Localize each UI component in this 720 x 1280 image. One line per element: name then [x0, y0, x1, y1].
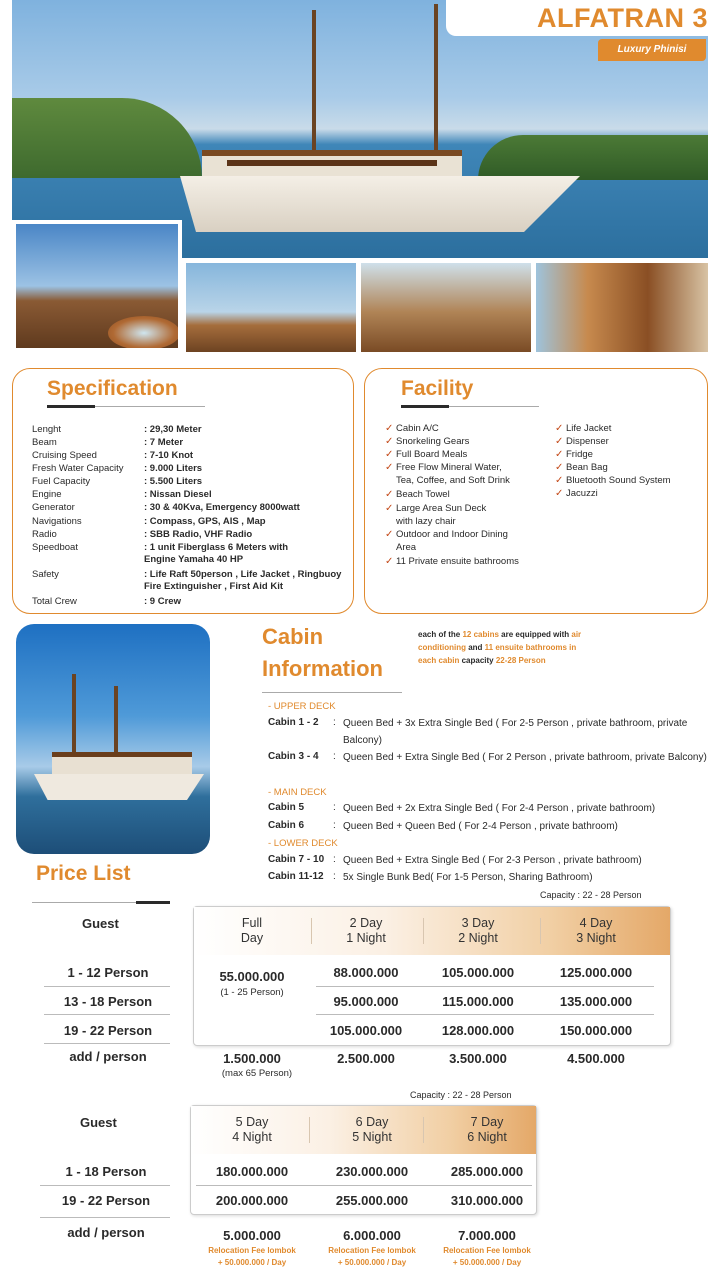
facility-item: [385, 488, 555, 501]
table1-header-cell: 2 Day 1 Night: [346, 916, 386, 945]
spec-label: Speedboat: [32, 542, 78, 553]
table1-header-cell: 4 Day 3 Night: [576, 916, 616, 945]
table2-add-person-price: 6.000.000: [343, 1228, 401, 1243]
facility-item: [555, 448, 705, 461]
cabin-desc: Queen Bed + Extra Single Bed ( For 2-3 Person , private bathroom): [343, 855, 642, 866]
cabin-desc: Queen Bed + Queen Bed ( For 2-4 Person , private bathroom): [343, 821, 618, 832]
table1-price-cell: 125.000.000: [559, 965, 633, 980]
facility-item-label: Fridge: [566, 449, 593, 460]
title-badge: [446, 0, 720, 36]
facility-item: [555, 461, 705, 474]
check-icon: ✓: [555, 436, 564, 447]
facility-card: [364, 368, 708, 614]
table1-header-divider: [423, 918, 424, 944]
spec-value: : 5.500 Liters: [144, 476, 203, 487]
table2-add-person-price: 7.000.000: [458, 1228, 516, 1243]
spec-row: [32, 596, 352, 620]
spec-label: Navigations: [32, 516, 82, 527]
table1-add-person-price: 4.500.000: [567, 1051, 625, 1066]
facility-item-label: 11 Private ensuite bathrooms: [396, 556, 519, 567]
facility-item-label: Bluetooth Sound System: [566, 475, 671, 486]
spec-label: Fresh Water Capacity: [32, 463, 124, 474]
facility-item-label: Life Jacket: [566, 423, 612, 434]
spec-row: [32, 542, 352, 566]
facility-title: Facility: [401, 377, 474, 400]
table1-price-cell: 95.000.000: [333, 994, 399, 1009]
spec-label: Generator: [32, 502, 75, 513]
table1-header-divider: [311, 918, 312, 944]
facility-item: [385, 528, 555, 554]
table1-row-divider: [316, 986, 654, 987]
deck-label-upper: - UPPER DECK: [268, 701, 336, 712]
specification-title: Specification: [47, 377, 178, 400]
facility-item: [385, 502, 555, 528]
table2-price-cell: 310.000.000: [450, 1193, 524, 1208]
facility-item: [555, 435, 705, 448]
facility-item-label: Outdoor and Indoor Dining Area: [396, 529, 508, 553]
cabin-desc: 5x Single Bunk Bed( For 1-5 Person, Sharing Bathroom): [343, 872, 593, 883]
boat-hull-small: [34, 774, 204, 800]
facility-item: [555, 474, 705, 487]
spec-label: Engine: [32, 489, 62, 500]
spec-label: Lenght: [32, 424, 62, 435]
table2-row-divider: [196, 1185, 532, 1186]
spec-label: Radio: [32, 529, 57, 540]
deck-label-lower: - LOWER DECK: [268, 838, 338, 849]
cabin-name: Cabin 11-12: [268, 871, 324, 882]
spec-value: : 9 Crew: [144, 596, 181, 607]
check-icon: ✓: [385, 489, 394, 500]
table2-price-cell: 180.000.000: [215, 1164, 289, 1179]
cabin-colon: :: [333, 854, 336, 865]
table2-capacity: Capacity : 22 - 28 Person: [410, 1090, 512, 1100]
photo-sun-deck: [186, 263, 356, 352]
cabin-colon: :: [333, 820, 336, 831]
cabin-name: Cabin 5: [268, 802, 305, 813]
cabin-desc: Queen Bed + 2x Extra Single Bed ( For 2-4 Person , private bathroom): [343, 803, 656, 814]
cabin-colon: :: [333, 717, 336, 728]
table2-price-cell: 285.000.000: [450, 1164, 524, 1179]
facility-item-label: Cabin A/C: [396, 423, 439, 434]
cabin-title-line2: Information: [262, 656, 383, 681]
check-icon: ✓: [385, 503, 394, 514]
cabin-colon: :: [333, 871, 336, 882]
facility-item-label: Snorkeling Gears: [396, 436, 470, 447]
cabin-name: Cabin 7 - 10: [268, 854, 325, 865]
table1-row-label: add / person: [69, 1049, 147, 1064]
table2-header-divider: [423, 1117, 424, 1143]
check-icon: ✓: [385, 423, 394, 434]
cabin-note-part: each of the: [418, 630, 463, 639]
spec-value: : 29,30 Meter: [144, 424, 202, 435]
price-list-title: Price List: [36, 862, 131, 885]
boat-deck-rail: [227, 160, 437, 166]
cabin-name: Cabin 6: [268, 820, 305, 831]
check-icon: ✓: [555, 488, 564, 499]
facility-item: [385, 555, 555, 568]
price-rule-thin: [32, 902, 136, 903]
table2-header-cell: 5 Day 4 Night: [232, 1115, 272, 1144]
cabin-note-highlight: 22-28 Person: [495, 656, 546, 665]
check-icon: ✓: [385, 529, 394, 540]
table2-add-person-price: 5.000.000: [223, 1228, 281, 1243]
table2-guest-label: Guest: [80, 1115, 117, 1130]
hill-right: [478, 135, 708, 180]
facility-item: [385, 435, 555, 448]
cabin-note: [418, 628, 593, 667]
facility-item-label: Dispenser: [566, 436, 609, 447]
photo-dining-area: [361, 263, 531, 352]
spec-value: : 7-10 Knot: [144, 450, 194, 461]
check-icon: ✓: [555, 475, 564, 486]
check-icon: ✓: [385, 556, 394, 567]
page-title: ALFATRAN 3: [537, 3, 708, 33]
spec-label: Safety: [32, 569, 59, 580]
table1-add-person-price: 1.500.000: [223, 1051, 281, 1066]
facility-item: [555, 487, 705, 500]
facility-rule-thin: [449, 406, 539, 407]
cabin-colon: :: [333, 802, 336, 813]
spec-value: : 30 & 40Kva, Emergency 8000watt: [144, 502, 300, 513]
hill-left: [12, 98, 202, 178]
specification-card: [12, 368, 354, 614]
table2-row-label: 1 - 18 Person: [65, 1164, 147, 1179]
facility-rule-bold: [401, 405, 449, 408]
table1-guest-label: Guest: [82, 916, 119, 931]
cabin-desc: Queen Bed + Extra Single Bed ( For 2 Person , private bathroom, private Balcony): [343, 752, 707, 763]
check-icon: ✓: [385, 462, 394, 473]
photo-cabin-interior: [536, 263, 708, 352]
table1-header-divider: [540, 918, 541, 944]
table1-row-label: 1 - 12 Person: [67, 965, 149, 980]
boat-mast-front: [312, 10, 316, 170]
table2-price-cell: 200.000.000: [215, 1193, 289, 1208]
cabin-note-part: and: [466, 643, 485, 652]
facility-item-label: Beach Towel: [396, 489, 450, 500]
table2-header-cell: 6 Day 5 Night: [352, 1115, 392, 1144]
cabin-note-highlight: 11 ensuite bathrooms in each cabin: [418, 643, 577, 665]
facility-item-label: Large Area Sun Deck with lazy chair: [396, 503, 487, 527]
cabin-name: Cabin 1 - 2: [268, 717, 319, 728]
cabin-desc: Queen Bed + 3x Extra Single Bed ( For 2-5 Person , private bathroom, private Balcony): [343, 718, 688, 746]
cabin-title-rule: [262, 692, 402, 693]
table1-row-divider: [44, 1043, 170, 1044]
spec-value: : Nissan Diesel: [144, 489, 212, 500]
cabin-colon: :: [333, 751, 336, 762]
table1-price-cell: 128.000.000: [441, 1023, 515, 1038]
check-icon: ✓: [555, 449, 564, 460]
table1-price-cell: 115.000.000: [442, 994, 514, 1009]
cabin-note-part: capacity: [459, 656, 496, 665]
tagline-badge: Luxury Phinisi: [598, 39, 706, 61]
table1-add-person-price: 3.500.000: [449, 1051, 507, 1066]
table2-header-cell: 7 Day 6 Night: [467, 1115, 507, 1144]
table2-row-label: 19 - 22 Person: [61, 1193, 151, 1208]
table2-row-divider: [40, 1217, 170, 1218]
table1-full-day-note: (1 - 25 Person): [220, 987, 284, 998]
check-icon: ✓: [385, 449, 394, 460]
table1-row-divider: [44, 1014, 170, 1015]
facility-item: [385, 422, 555, 435]
relocation-fee-note: Relocation Fee lombok + 50.000.000 / Day: [208, 1246, 296, 1267]
check-icon: ✓: [385, 436, 394, 447]
table1-price-cell: 105.000.000: [329, 1023, 403, 1038]
specification-rule-thin: [95, 406, 205, 407]
spec-row: [32, 569, 352, 593]
spec-label: Fuel Capacity: [32, 476, 91, 487]
cabin-note-highlight: air conditioning: [418, 630, 582, 652]
table1-full-day-price: 55.000.000: [219, 969, 285, 984]
spec-label: Cruising Speed: [32, 450, 97, 461]
spec-value: : 7 Meter: [144, 437, 184, 448]
table1-add-person-price: 2.500.000: [337, 1051, 395, 1066]
check-icon: ✓: [555, 462, 564, 473]
cabin-note-part: are equipped with: [498, 630, 572, 639]
cabin-name: Cabin 3 - 4: [268, 751, 319, 762]
relocation-fee-note: Relocation Fee lombok + 50.000.000 / Day: [328, 1246, 416, 1267]
table2-header-divider: [309, 1117, 310, 1143]
table1-capacity: Capacity : 22 - 28 Person: [540, 890, 642, 900]
boat-cabin-deck: [52, 752, 192, 774]
cabin-note-highlight: 12 cabins: [462, 630, 499, 639]
table1-row-label: 13 - 18 Person: [63, 994, 153, 1009]
relocation-fee-note: Relocation Fee lombok + 50.000.000 / Day: [443, 1246, 531, 1267]
table1-row-divider: [316, 1014, 654, 1015]
photo-boat-sailing: [16, 624, 210, 854]
boat-hull: [180, 176, 580, 232]
spec-value: : SBB Radio, VHF Radio: [144, 529, 253, 540]
jacuzzi-shape: [108, 316, 180, 350]
table1-header-cell: 3 Day 2 Night: [458, 916, 498, 945]
table1-add-note: (max 65 Person): [221, 1068, 293, 1079]
spec-label: Total Crew: [32, 596, 77, 607]
facility-item-label: Full Board Meals: [396, 449, 468, 460]
table1-price-cell: 105.000.000: [441, 965, 515, 980]
table1-header-cell: Full Day: [240, 916, 264, 945]
spec-value: : Life Raft 50person , Life Jacket , Ringbuoy Fire Extinguisher , First Aid Kit: [144, 569, 342, 592]
facility-item-label: Bean Bag: [566, 462, 608, 473]
facility-item: [555, 422, 705, 435]
spec-value: : 9.000 Liters: [144, 463, 203, 474]
check-icon: ✓: [555, 423, 564, 434]
spec-value: : Compass, GPS, AIS , Map: [144, 516, 266, 527]
table1-price-cell: 150.000.000: [559, 1023, 633, 1038]
boat-mast-rear: [434, 4, 438, 174]
deck-label-main: - MAIN DECK: [268, 787, 327, 798]
spec-label: Beam: [32, 437, 57, 448]
table2-row-label: add / person: [67, 1225, 145, 1240]
facility-item-label: Free Flow Mineral Water, Tea, Coffee, and Soft Drink: [396, 462, 510, 486]
facility-item: [385, 461, 555, 487]
table1-row-label: 19 - 22 Person: [63, 1023, 153, 1038]
cabin-title-line1: Cabin: [262, 624, 324, 649]
spec-value: : 1 unit Fiberglass 6 Meters with Engine Yamaha 40 HP: [144, 542, 289, 565]
specification-rule-bold: [47, 405, 95, 408]
table1-price-cell: 88.000.000: [333, 965, 399, 980]
photo-jacuzzi-deck: [12, 220, 182, 352]
price-rule-bold: [136, 901, 170, 904]
table2-row-divider: [40, 1185, 170, 1186]
table2-price-cell: 255.000.000: [335, 1193, 409, 1208]
facility-item-label: Jacuzzi: [566, 488, 598, 499]
facility-item: [385, 448, 555, 461]
table2-price-cell: 230.000.000: [335, 1164, 409, 1179]
table1-row-divider: [44, 986, 170, 987]
table1-price-cell: 135.000.000: [559, 994, 633, 1009]
